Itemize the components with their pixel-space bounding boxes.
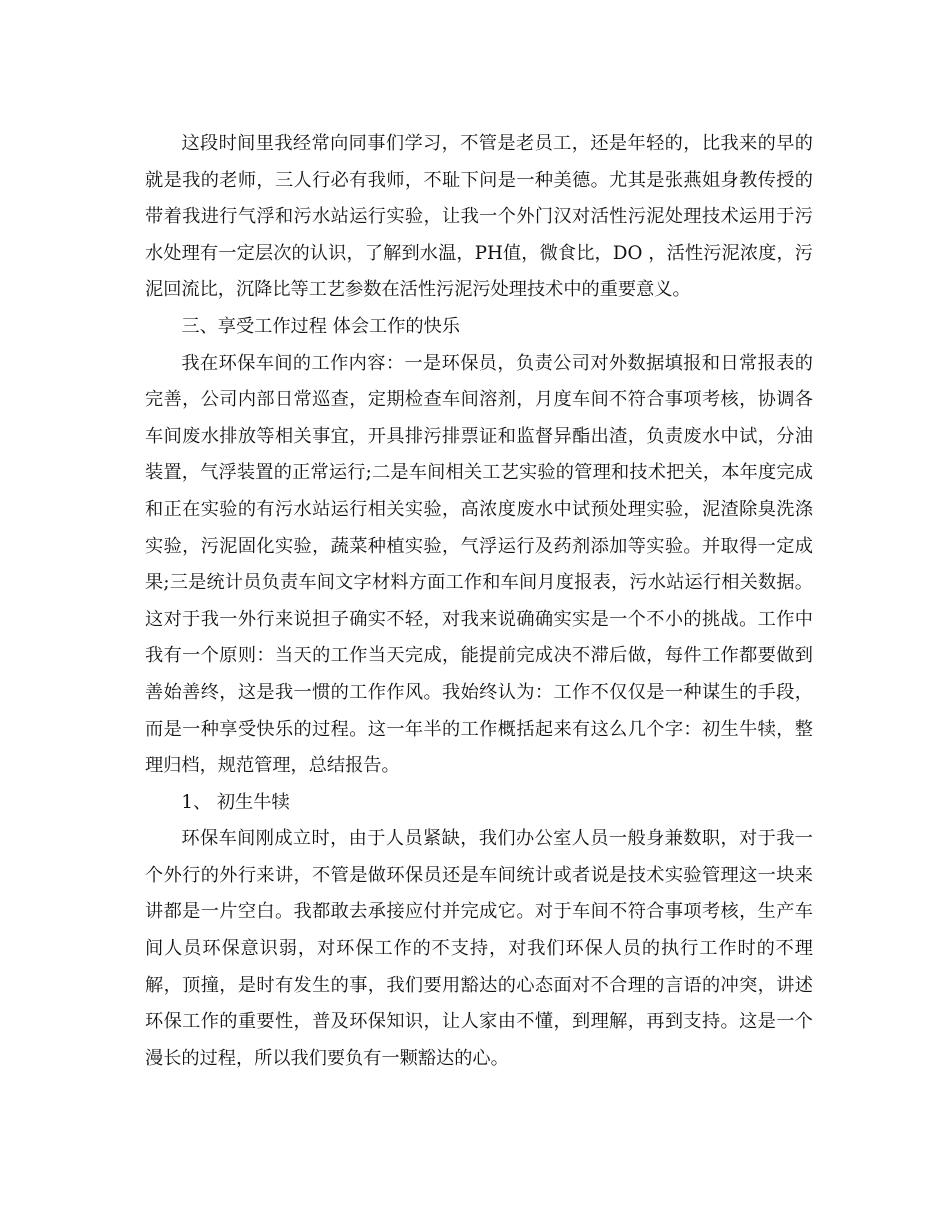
document-body <box>145 126 813 1077</box>
paragraph-learning-from-colleagues: 这段时间里我经常向同事们学习，不管是老员工，还是年轻的，比我来的早的就是我的老师，三人行必有我师，不耻下问是一种美德。尤其是张燕姐身教传授的带着我进行气浮和污水站运行实验，让我一个外门汉对活性污泥处理技术运用于污水处理有一定层次的认识，了解到水温，PH值，微食比，DO ，活性污泥浓度，污泥回流比，沉降比等工艺参数在活性污泥污处理技术中的重要意义。 <box>145 133 813 301</box>
paragraph-workshop-founding: 环保车间刚成立时，由于人员紧缺，我们办公室人员一般身兼数职，对于我一个外行的外行来讲，不管是做环保员还是车间统计或者说是技术实验管理这一块来讲都是一片空白。我都敢去承接应付并完成它。对于车间不符合事项考核，生产车间人员环保意识弱，对环保工作的不支持，对我们环保人员的执行工作时的不理解，顶撞，是时有发生的事，我们要用豁达的心态面对不合理的言语的冲突，讲述环保工作的重要性，普及环保知识，让人家由不懂，到理解，再到支持。这是一个漫长的过程，所以我们要负有一颗豁达的心。 <box>145 828 813 1069</box>
paragraph-work-content: 我在环保车间的工作内容：一是环保员，负责公司对外数据填报和日常报表的完善，公司内部日常巡查，定期检查车间溶剂，月度车间不符合事项考核，协调各车间废水排放等相关事宜，开具排污排票证和监督异酯出渣，负责废水中试，分油装置，气浮装置的正常运行;二是车间相关工艺实验的管理和技术把关，本年度完成和正在实验的有污水站运行相关实验，高浓度废水中试预处理实验，泥渣除臭洗涤实验，污泥固化实验，蔬菜种植实验，气浮运行及药剂添加等实验。并取得一定成果;三是统计员负责车间文字材料方面工作和车间月度报表，污水站运行相关数据。这对于我一外行来说担子确实不轻，对我来说确确实实是一个不小的挑战。工作中我有一个原则：当天的工作当天完成，能提前完成决不滞后做，每件工作都要做到善始善终，这是我一惯的工作作风。我始终认为：工作不仅仅是一种谋生的手段，而是一种享受快乐的过程。这一年半的工作概括起来有这么几个字：初生牛犊，整理归档，规范管理，总结报告。 <box>145 352 813 777</box>
section-heading-enjoy-work: 三、享受工作过程 体会工作的快乐 <box>181 315 460 337</box>
subsection-heading-newborn-calf: 1、 初生牛犊 <box>181 791 290 813</box>
